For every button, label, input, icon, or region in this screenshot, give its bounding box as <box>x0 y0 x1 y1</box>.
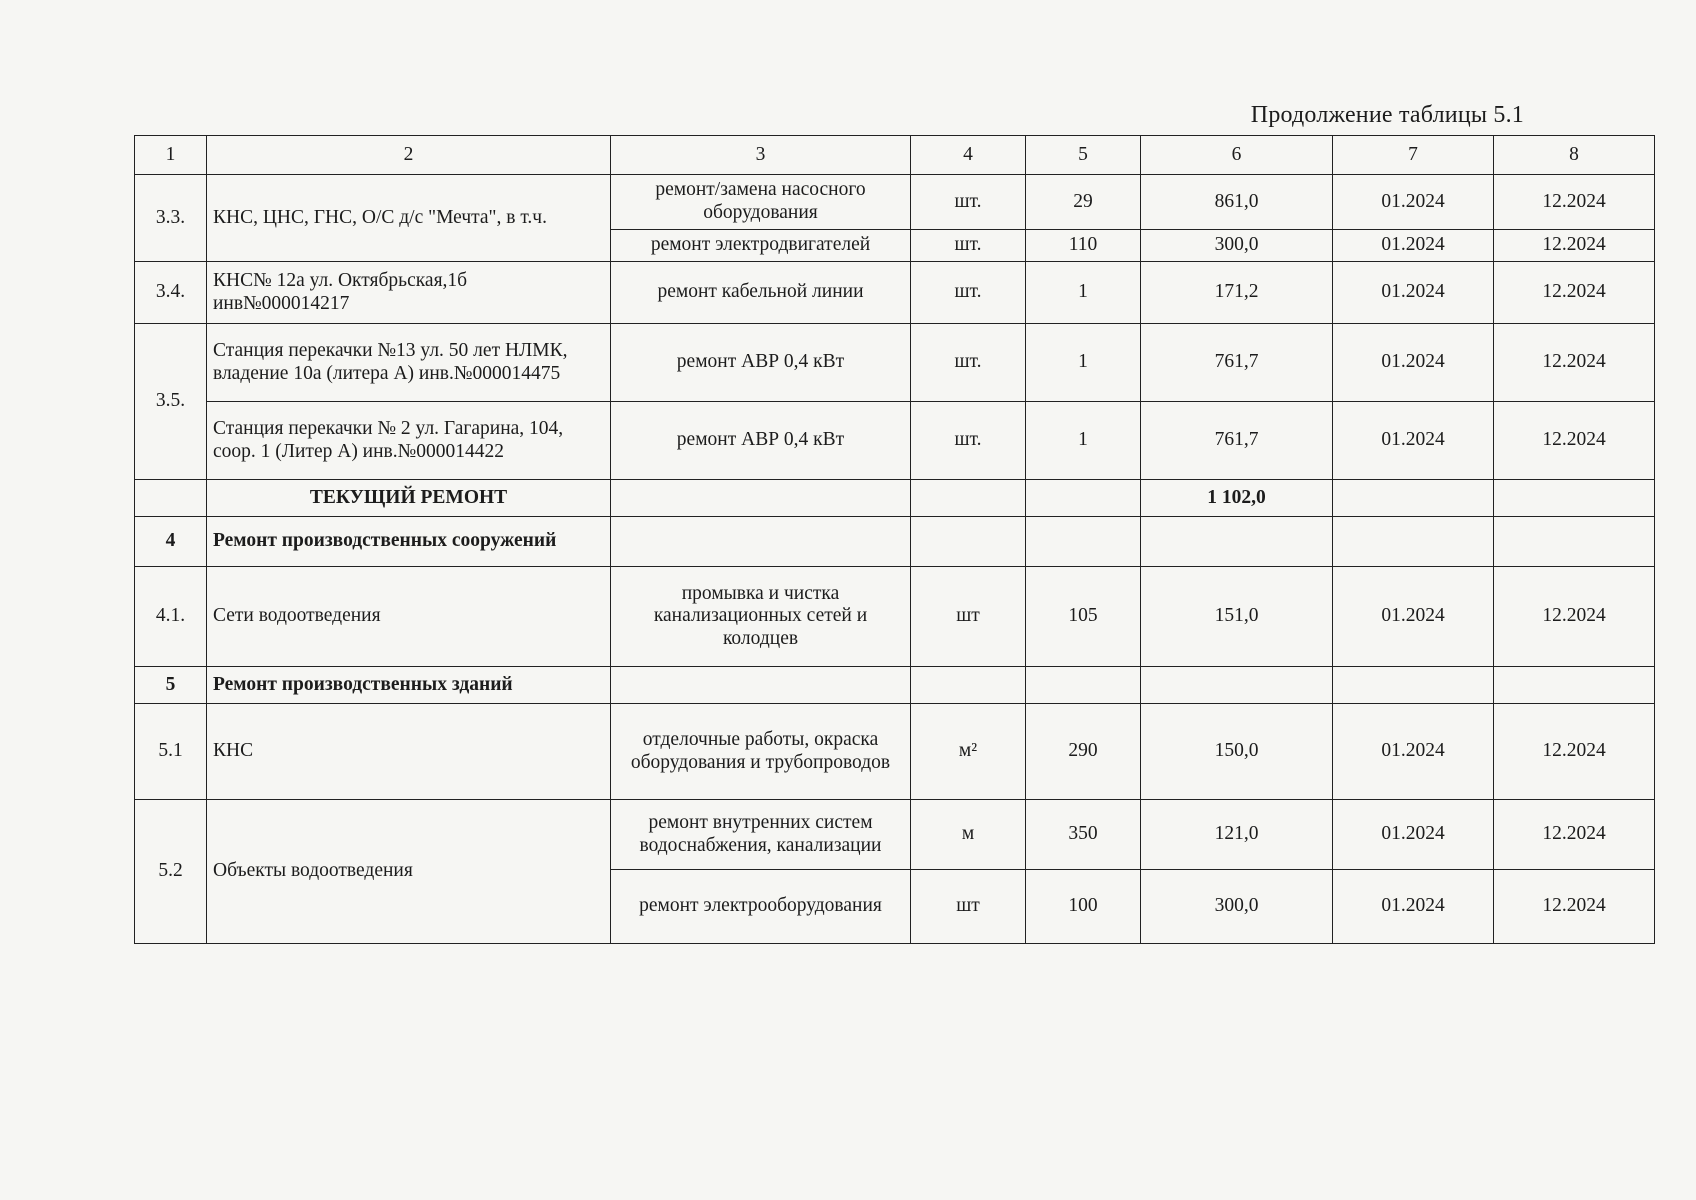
row-number: 3.5. <box>135 324 207 480</box>
section-title: Ремонт производственных сооружений <box>207 517 611 567</box>
header-cell: 4 <box>911 136 1026 175</box>
end-date: 12.2024 <box>1494 175 1655 230</box>
cost: 150,0 <box>1141 704 1333 800</box>
start-date: 01.2024 <box>1333 567 1494 667</box>
header-cell: 8 <box>1494 136 1655 175</box>
object-name: Сети водоотведения <box>207 567 611 667</box>
table-row <box>135 800 1655 870</box>
unit: шт. <box>911 175 1026 230</box>
work-type: ремонт/замена насосного оборудования <box>611 175 911 230</box>
work-type: промывка и чистка канализационных сетей и колодцев <box>611 567 911 667</box>
quantity: 290 <box>1026 704 1141 800</box>
work-type: ремонт электродвигателей <box>611 230 911 262</box>
object-name: Станция перекачки № 2 ул. Гагарина, 104, соор. 1 (Литер А) инв.№000014422 <box>207 402 611 480</box>
empty-cell <box>1141 517 1333 567</box>
start-date: 01.2024 <box>1333 262 1494 324</box>
empty-cell <box>1026 480 1141 517</box>
cost: 761,7 <box>1141 324 1333 402</box>
end-date: 12.2024 <box>1494 324 1655 402</box>
quantity: 110 <box>1026 230 1141 262</box>
subtotal-cost: 1 102,0 <box>1141 480 1333 517</box>
table-row <box>135 324 1655 402</box>
end-date: 12.2024 <box>1494 567 1655 667</box>
section-title: Ремонт производственных зданий <box>207 667 611 704</box>
section-row <box>135 517 1655 567</box>
table-row <box>135 402 1655 480</box>
table-row <box>135 567 1655 667</box>
quantity: 1 <box>1026 324 1141 402</box>
start-date: 01.2024 <box>1333 800 1494 870</box>
empty-cell <box>1333 517 1494 567</box>
object-name: Объекты водоотведения <box>207 800 611 944</box>
header-cell: 7 <box>1333 136 1494 175</box>
empty-cell <box>911 480 1026 517</box>
cost: 861,0 <box>1141 175 1333 230</box>
end-date: 12.2024 <box>1494 402 1655 480</box>
work-type: ремонт кабельной линии <box>611 262 911 324</box>
empty-cell <box>611 517 911 567</box>
table-row <box>135 262 1655 324</box>
quantity: 105 <box>1026 567 1141 667</box>
work-type: ремонт АВР 0,4 кВт <box>611 402 911 480</box>
header-cell: 1 <box>135 136 207 175</box>
subtotal-label: ТЕКУЩИЙ РЕМОНТ <box>207 480 611 517</box>
work-type: ремонт внутренних систем водоснабжения, канализации <box>611 800 911 870</box>
object-name: КНС <box>207 704 611 800</box>
work-type: ремонт электрооборудования <box>611 870 911 944</box>
start-date: 01.2024 <box>1333 230 1494 262</box>
table-header-row <box>135 136 1655 175</box>
cost: 171,2 <box>1141 262 1333 324</box>
cost: 121,0 <box>1141 800 1333 870</box>
unit: шт. <box>911 230 1026 262</box>
row-number: 3.3. <box>135 175 207 262</box>
empty-cell <box>1026 517 1141 567</box>
unit: м² <box>911 704 1026 800</box>
empty-cell <box>611 480 911 517</box>
start-date: 01.2024 <box>1333 870 1494 944</box>
empty-cell <box>1494 517 1655 567</box>
row-number: 5.2 <box>135 800 207 944</box>
header-cell: 3 <box>611 136 911 175</box>
object-name: КНС№ 12а ул. Октябрьская,1б инв№000014217 <box>207 262 611 324</box>
empty-cell <box>135 480 207 517</box>
quantity: 100 <box>1026 870 1141 944</box>
unit: шт <box>911 870 1026 944</box>
unit: шт. <box>911 324 1026 402</box>
end-date: 12.2024 <box>1494 870 1655 944</box>
empty-cell <box>1494 480 1655 517</box>
empty-cell <box>911 517 1026 567</box>
quantity: 350 <box>1026 800 1141 870</box>
start-date: 01.2024 <box>1333 175 1494 230</box>
start-date: 01.2024 <box>1333 324 1494 402</box>
cost: 300,0 <box>1141 230 1333 262</box>
repair-plan-table <box>134 135 1655 944</box>
empty-cell <box>1333 480 1494 517</box>
unit: шт. <box>911 262 1026 324</box>
start-date: 01.2024 <box>1333 402 1494 480</box>
start-date: 01.2024 <box>1333 704 1494 800</box>
unit: шт <box>911 567 1026 667</box>
quantity: 1 <box>1026 402 1141 480</box>
quantity: 29 <box>1026 175 1141 230</box>
cost: 151,0 <box>1141 567 1333 667</box>
row-number: 4.1. <box>135 567 207 667</box>
header-cell: 2 <box>207 136 611 175</box>
section-number: 4 <box>135 517 207 567</box>
unit: м <box>911 800 1026 870</box>
empty-cell <box>1026 667 1141 704</box>
row-number: 5.1 <box>135 704 207 800</box>
table-row <box>135 175 1655 230</box>
header-cell: 6 <box>1141 136 1333 175</box>
work-type: ремонт АВР 0,4 кВт <box>611 324 911 402</box>
subtotal-row <box>135 480 1655 517</box>
object-name: Станция перекачки №13 ул. 50 лет НЛМК, владение 10а (литера А) инв.№000014475 <box>207 324 611 402</box>
empty-cell <box>1494 667 1655 704</box>
row-number: 3.4. <box>135 262 207 324</box>
empty-cell <box>1141 667 1333 704</box>
end-date: 12.2024 <box>1494 262 1655 324</box>
object-name: КНС, ЦНС, ГНС, О/С д/с "Мечта", в т.ч. <box>207 175 611 262</box>
empty-cell <box>911 667 1026 704</box>
cost: 300,0 <box>1141 870 1333 944</box>
cost: 761,7 <box>1141 402 1333 480</box>
end-date: 12.2024 <box>1494 230 1655 262</box>
section-number: 5 <box>135 667 207 704</box>
work-type: отделочные работы, окраска оборудования и трубопроводов <box>611 704 911 800</box>
end-date: 12.2024 <box>1494 704 1655 800</box>
header-cell: 5 <box>1026 136 1141 175</box>
empty-cell <box>611 667 911 704</box>
end-date: 12.2024 <box>1494 800 1655 870</box>
unit: шт. <box>911 402 1026 480</box>
table-row <box>135 704 1655 800</box>
quantity: 1 <box>1026 262 1141 324</box>
section-row <box>135 667 1655 704</box>
empty-cell <box>1333 667 1494 704</box>
table-continuation-caption: Продолжение таблицы 5.1 <box>1250 102 1524 128</box>
